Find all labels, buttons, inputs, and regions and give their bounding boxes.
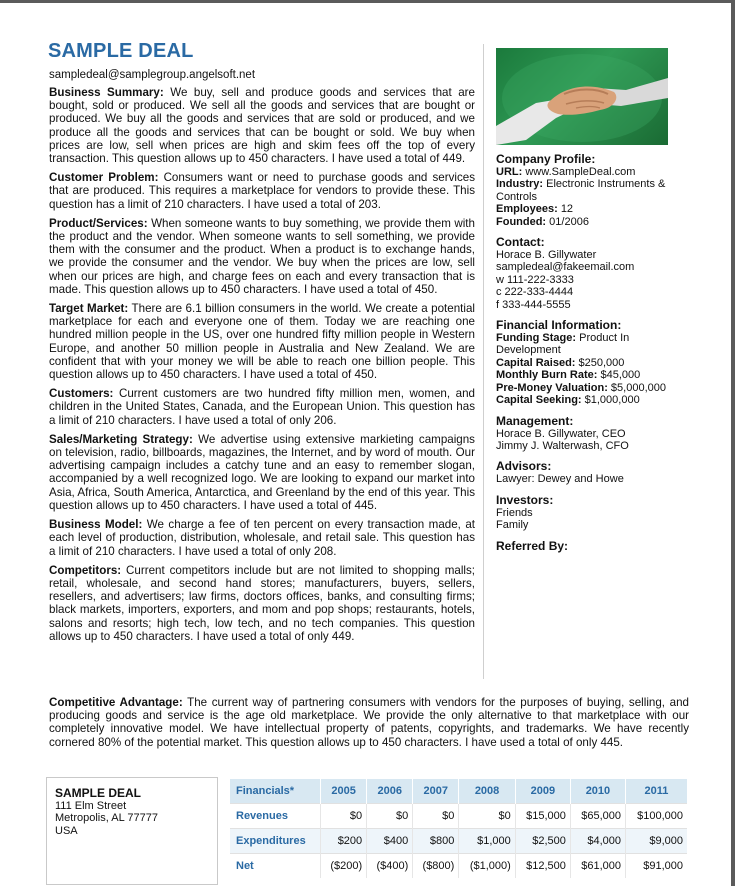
financial-info-heading: Financial Information: bbox=[496, 318, 622, 333]
table-cell: $200 bbox=[321, 829, 367, 854]
product-services-section bbox=[49, 217, 475, 296]
section-label: Product/Services: bbox=[49, 216, 148, 230]
business-summary-section bbox=[49, 86, 475, 165]
business-model-section bbox=[49, 518, 475, 558]
column-header: 2010 bbox=[570, 779, 625, 804]
table-cell: $15,000 bbox=[515, 804, 570, 829]
table-cell: $4,000 bbox=[570, 829, 625, 854]
contact-heading: Contact: bbox=[496, 235, 545, 250]
table-row bbox=[230, 829, 687, 854]
table-cell: $61,000 bbox=[570, 854, 625, 879]
table-cell: $2,500 bbox=[515, 829, 570, 854]
investors-heading: Investors: bbox=[496, 492, 554, 507]
section-label: Target Market: bbox=[49, 302, 129, 316]
capital-seeking: Capital Seeking: $1,000,000 bbox=[496, 394, 640, 407]
table-cell: $12,500 bbox=[515, 854, 570, 879]
section-label: Sales/Marketing Strategy: bbox=[49, 432, 193, 446]
table-cell: $9,000 bbox=[625, 829, 687, 854]
table-cell: $0 bbox=[459, 804, 515, 829]
table-cell: $400 bbox=[367, 829, 413, 854]
section-text: The current way of partnering consumers with vendors for the purposes of buying, selling, and producing goods and service is the age old marketplace. We provide the only alternative to that marketplace with our completely innovative model. We have intellectual property of patents, copyrights, and trademarks. We have recently cornered 80% of the potential market. This question allows up to 450 characters. I have used a total of only 445. bbox=[49, 696, 690, 749]
handshake-photo bbox=[496, 48, 668, 145]
management-person: Horace B. Gillywater, CEO bbox=[496, 427, 626, 440]
management-heading: Management: bbox=[496, 413, 574, 428]
table-cell: ($400) bbox=[367, 854, 413, 879]
table-row bbox=[230, 854, 687, 879]
contact-work-phone: w 111-222-3333 bbox=[496, 273, 574, 286]
sales-marketing-section bbox=[49, 433, 475, 512]
company-email: sampledeal@samplegroup.angelsoft.net bbox=[49, 69, 256, 81]
column-header: 2006 bbox=[367, 779, 413, 804]
column-header: 2011 bbox=[625, 779, 687, 804]
profile-founded: Founded: 01/2006 bbox=[496, 215, 589, 228]
table-cell: $0 bbox=[367, 804, 413, 829]
section-text: Current customers are two hundred fifty million men, women, and children in the United States, Canada, and the European Union. This question has a limit of 210 characters. I have used a total of only 206. bbox=[49, 387, 475, 427]
address-company-name: SAMPLE DEAL bbox=[55, 786, 142, 800]
address-country: USA bbox=[55, 824, 78, 837]
referred-by-heading: Referred By: bbox=[496, 538, 569, 553]
table-cell: $1,000 bbox=[459, 829, 515, 854]
advisors-heading: Advisors: bbox=[496, 459, 552, 474]
table-cell: $0 bbox=[413, 804, 459, 829]
handshake-illustration bbox=[496, 48, 668, 145]
column-header: 2005 bbox=[321, 779, 367, 804]
page-top-edge bbox=[0, 0, 735, 3]
table-row bbox=[230, 804, 687, 829]
row-label: Expenditures bbox=[230, 829, 321, 854]
address-street: 111 Elm Street bbox=[55, 800, 127, 812]
section-text: Current competitors include but are not limited to shopping malls; retail, wholesale, and second hand stores; manufacturers, buyers, sellers, resellers, and advertisers; law firms, doctors offices, banks, and consulting firms; black markets, importers, exporters, and mom and pop shops; restaurants, hotels, salons and resorts; high tech, low tech, and no tech companies. This question allows up to 450 characters. I have used a total of only 449. bbox=[49, 563, 475, 643]
section-text: When someone wants to buy something, we provide them with the product and the vendor. When someone wants to sell something, we provide them with the consumer and the product. When a product is to exchange hands, we provide the consumer and the vendor. We buy when the prices are low, sell when our prices are high, and charge fees on each and every transaction that is made. This question allows up to 450 characters. I have used a total of 450. bbox=[49, 216, 475, 296]
company-address bbox=[55, 786, 158, 837]
company-profile-heading: Company Profile: bbox=[496, 152, 596, 166]
contact-cell-phone: c 222-333-4444 bbox=[496, 286, 574, 299]
document-title: SAMPLE DEAL bbox=[48, 40, 194, 62]
financials-table bbox=[230, 779, 687, 878]
table-cell: $100,000 bbox=[625, 804, 687, 829]
section-label: Competitors: bbox=[49, 563, 122, 577]
customers-section bbox=[49, 387, 475, 427]
section-text: We charge a fee of ten percent on every transaction made, at each level of production, distribution, wholesale, and retail sale. This question has a limit of 210 characters. I have used a total of only 208. bbox=[49, 518, 476, 558]
profile-industry: Industry: Electronic Instruments & Controls bbox=[496, 178, 666, 203]
table-cell: $0 bbox=[321, 804, 367, 829]
profile-url: URL: www.SampleDeal.com bbox=[496, 166, 636, 178]
financials-header-row bbox=[230, 779, 687, 804]
section-text: We buy, sell and produce goods and services that are bought, sold or produced. We sell all the goods and services that are bought or produced. We buy all the goods and services that are sold or produced, and we produce all the goods and services that can be bought or sold. We buy when prices are low, sell when prices are high and skim fees off the top of every transaction. This question allows up to 450 characters. I have used a total of 449. bbox=[49, 86, 475, 166]
table-cell: $800 bbox=[413, 829, 459, 854]
table-cell: $91,000 bbox=[625, 854, 687, 879]
column-header: 2008 bbox=[459, 779, 515, 804]
url-link[interactable]: www.SampleDeal.com bbox=[525, 166, 636, 178]
row-label: Net bbox=[230, 854, 321, 879]
column-divider bbox=[483, 44, 484, 679]
column-header: 2009 bbox=[515, 779, 570, 804]
table-cell: ($1,000) bbox=[459, 854, 515, 879]
section-text: We advertise using extensive markieting campaigns on television, radio, billboards, magazines, the Internet, and by word of mouth. Our advertising campaign includes a catchy tune and an easy to remember slogan, accompanied by a well recognized logo. We are looking to expand our market into Asia, Africa, South America, Antarctica, and Greenland by the end of this year. This question allows up to 450 characters. I have used a total of 445. bbox=[49, 432, 475, 512]
table-cell: $65,000 bbox=[570, 804, 625, 829]
page-right-edge bbox=[731, 0, 735, 886]
contact-email[interactable]: sampledeal@fakeemail.com bbox=[496, 261, 635, 274]
table-cell: ($200) bbox=[321, 854, 367, 879]
section-label: Competitive Advantage: bbox=[49, 696, 183, 709]
profile-sidebar bbox=[496, 152, 676, 553]
section-label: Customer Problem: bbox=[49, 171, 159, 185]
pre-money-valuation: Pre-Money Valuation: $5,000,000 bbox=[496, 381, 666, 394]
address-city: Metropolis, AL 77777 bbox=[55, 812, 158, 825]
investor-item: Family bbox=[496, 519, 529, 532]
section-label: Business Summary: bbox=[49, 86, 164, 99]
section-text: There are 6.1 billion consumers in the world. We create a potential marketplace for each and everyone one of them. Today we are reaching one hundred million people in the US, over one hundred fifty million people in Western Europe, and another 50 million people in Australia and New Zealand. We are confident that with your money we will be able to reach one billion people. This question allows up to 450 characters. I have used a total of 450. bbox=[49, 302, 475, 382]
management-person: Jimmy J. Walterwash, CFO bbox=[496, 439, 629, 452]
summary-column bbox=[49, 86, 475, 649]
row-label: Revenues bbox=[230, 804, 321, 829]
monthly-burn-rate: Monthly Burn Rate: $45,000 bbox=[496, 369, 641, 382]
column-header: Financials* bbox=[230, 779, 321, 804]
capital-raised: Capital Raised: $250,000 bbox=[496, 356, 625, 369]
contact-name: Horace B. Gillywater bbox=[496, 249, 597, 262]
contact-fax: f 333-444-5555 bbox=[496, 298, 571, 311]
section-text: Consumers want or need to purchase goods and services that are produced. This requires a marketplace for vendors to provide these. This question has a limit of 210 characters. I have used a total of 203. bbox=[49, 171, 475, 211]
competitive-advantage-section bbox=[49, 696, 689, 749]
investor-item: Friends bbox=[496, 506, 533, 519]
column-header: 2007 bbox=[413, 779, 459, 804]
section-label: Business Model: bbox=[49, 518, 143, 532]
customer-problem-section bbox=[49, 171, 475, 211]
section-label: Customers: bbox=[49, 387, 114, 401]
funding-stage: Funding Stage: Product In Development bbox=[496, 332, 630, 357]
table-cell: ($800) bbox=[413, 854, 459, 879]
advisor-lawyer: Lawyer: Dewey and Howe bbox=[496, 473, 624, 486]
target-market-section bbox=[49, 302, 475, 381]
competitors-section bbox=[49, 564, 475, 643]
profile-employees: Employees: 12 bbox=[496, 203, 574, 216]
